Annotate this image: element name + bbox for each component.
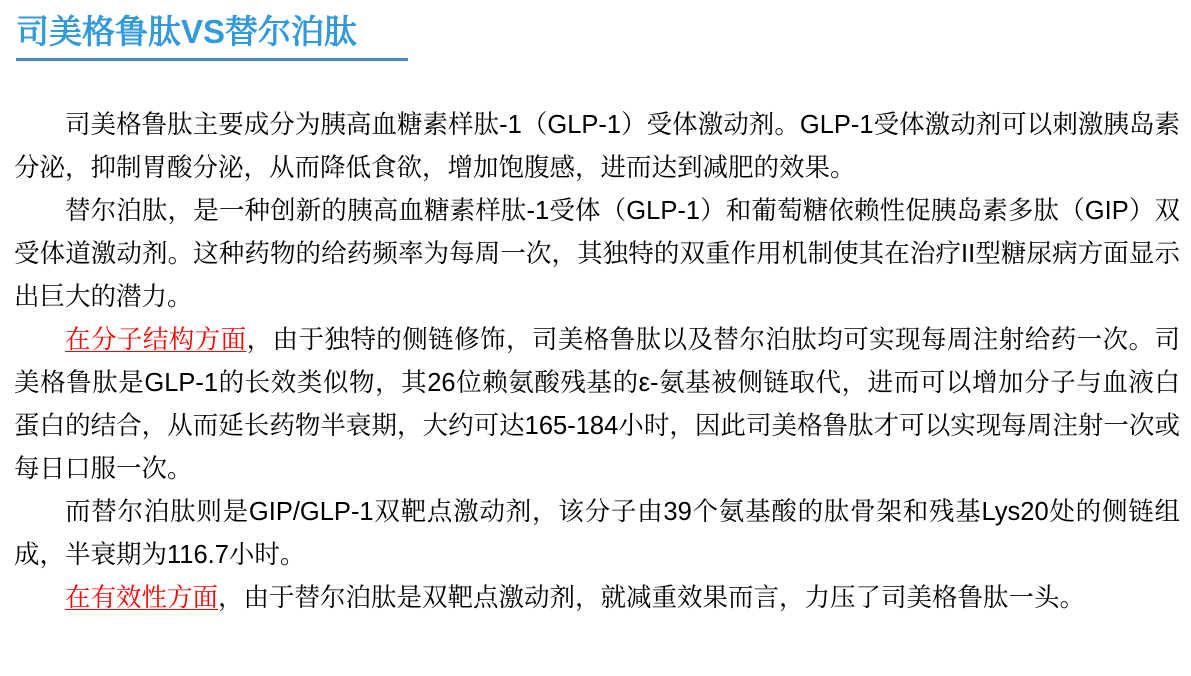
paragraph-3	[14, 319, 1180, 491]
paragraph-5-highlight-run: 在有效性方面	[65, 584, 219, 612]
page-title: 司美格鲁肽VS替尔泊肽	[16, 13, 358, 50]
paragraph-3-highlight-run: 在分子结构方面	[65, 326, 247, 354]
title-block	[16, 10, 416, 61]
paragraph-1-run-1: 司美格鲁肽主要成分为胰高血糖素样肽-1（GLP-1）受体激动剂。GLP-1受体激动剂可以刺激胰岛素分泌，抑制胃酸分泌，从而降低食欲，增加饱腹感，进而达到减肥的效果。	[14, 111, 1180, 182]
paragraph-4	[14, 491, 1180, 577]
paragraph-4-run-1: 而替尔泊肽则是GIP/GLP-1双靶点激动剂，该分子由39个氨基酸的肽骨架和残基Lys20处的侧链组成，半衰期为116.7小时。	[14, 498, 1180, 569]
paragraph-3-run-2: ，由于独特的侧链修饰，司美格鲁肽以及替尔泊肽均可实现每周注射给药一次。司美格鲁肽是GLP-1的长效类似物，其26位赖氨酸残基的ε-氨基被侧链取代，进而可以增加分子与血液白蛋白的结合，从而延长药物半衰期，大约可达165-184小时，因此司美格鲁肽才可以实现每周注射一次或每日口服一次。	[14, 326, 1180, 483]
title-underline-rule	[16, 58, 408, 61]
paragraph-5-run-2: ，由于替尔泊肽是双靶点激动剂，就减重效果而言，力压了司美格鲁肽一头。	[218, 584, 1086, 612]
paragraph-5	[14, 577, 1180, 620]
body-text-block	[14, 104, 1180, 620]
paragraph-1	[14, 104, 1180, 190]
paragraph-2	[14, 190, 1180, 319]
paragraph-2-run-1: 替尔泊肽，是一种创新的胰高血糖素样肽-1受体（GLP-1）和葡萄糖依赖性促胰岛素多肽（GIP）双受体道激动剂。这种药物的给药频率为每周一次，其独特的双重作用机制使其在治疗II型糖尿病方面显示出巨大的潜力。	[14, 197, 1180, 311]
